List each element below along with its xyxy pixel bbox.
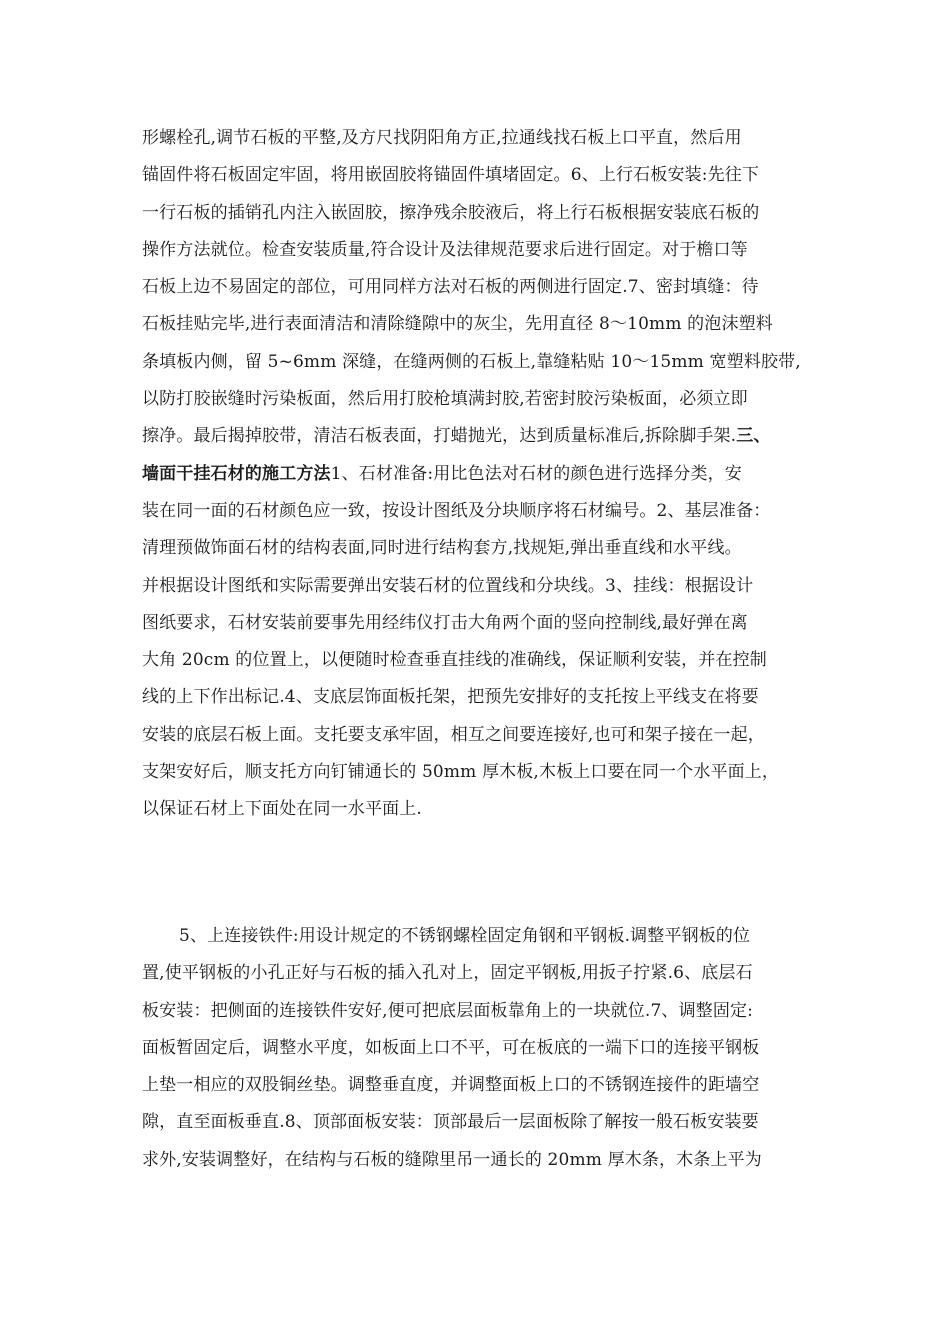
text-line: 以防打胶嵌缝时污染板面，然后用打胶枪填满封胶,若密封胶污染板面，必须立即 (142, 389, 748, 410)
text-line: 线的上下作出标记.4、支底层饰面板托架，把预先安排好的支托按上平线支在将要 (142, 687, 759, 708)
text-line: 装在同一面的石材颜色应一致，按设计图纸及分块顺序将石材编号。2、基层准备： (142, 500, 771, 521)
text-line: 图纸要求，石材安装前要事先用经纬仪打击大角两个面的竖向控制线,最好弹在离 (142, 612, 748, 633)
text-line: 置,使平钢板的小孔正好与石板的插入孔对上，固定平钢板,用扳子拧紧.6、底层石 (142, 963, 753, 984)
text-line: 5、上连接铁件:用设计规定的不锈钢螺栓固定角钢和平钢板.调整平钢板的位 (179, 926, 751, 946)
text-line: 锚固件将石板固定牢固，将用嵌固胶将锚固件填堵固定。6、上行石板安装:先往下 (142, 165, 760, 186)
text-line: 安装的底层石板上面。支托要支承牢固，相互之间要连接好,也可和架子接在一起， (142, 724, 765, 745)
text-run: 1、石材准备:用比色法对石材的颜色进行选择分类，安 (330, 463, 742, 484)
text-line: 条填板内侧，留 5~6mm 深缝，在缝两侧的石板上,靠缝粘贴 10～15mm 宽塑料胶带, (142, 351, 801, 372)
paragraph-2 (142, 918, 810, 1179)
text-line: 石板挂贴完毕,进行表面清洁和清除缝隙中的灰尘，先用直径 8～10mm 的泡沫塑料 (142, 314, 773, 335)
text-line: 支架安好后，顺支托方向钉铺通长的 50mm 厚木板,木板上口要在同一个水平面上， (142, 762, 780, 783)
text-line: 一行石板的插销孔内注入嵌固胶，擦净残余胶液后，将上行石板根据安装底石板的 (142, 202, 760, 223)
paragraph-1 (142, 120, 810, 829)
text-line: 操作方法就位。检查安装质量,符合设计及法律规范要求后进行固定。对于檐口等 (142, 239, 748, 260)
text-line: 求外,安装调整好，在结构与石板的缝隙里吊一通长的 20mm 厚木条，木条上平为 (142, 1149, 762, 1170)
text-line: 石板上边不易固定的部位，可用同样方法对石板的两侧进行固定.7、密封填缝：待 (142, 277, 759, 298)
text-line: 上垫一相应的双股铜丝垫。调整垂直度，并调整面板上口的不锈钢连接件的距墙空 (142, 1075, 760, 1096)
text-run: 擦净。最后揭掉胶带，清洁石板表面，打蜡抛光，达到质量标准后,拆除脚手架. (142, 426, 737, 447)
text-line (142, 418, 810, 455)
text-line: 大角 20cm 的位置上，以便随时检查垂直挂线的准确线，保证顺利安装，并在控制 (142, 650, 767, 671)
text-line: 隙，直至面板垂直.8、顶部面板安装：顶部最后一层面板除了解按一般石板安装要 (142, 1112, 759, 1133)
text-line: 面板暂固定后，调整水平度，如板面上口不平，可在板底的一端下口的连接平钢板 (142, 1037, 760, 1058)
section-heading-number: 三、 (736, 426, 771, 447)
text-line: 形螺栓孔,调节石板的平整,及方尺找阴阳角方正,拉通线找石板上口平直，然后用 (142, 128, 742, 148)
text-line: 板安装：把侧面的连接铁件安好,便可把底层面板靠角上的一块就位.7、调整固定: (142, 1000, 754, 1021)
text-line: 清理预做饰面石材的结构表面,同时进行结构套方,找规矩,弹出垂直线和水平线。 (142, 538, 742, 559)
text-line (142, 456, 810, 493)
text-line: 并根据设计图纸和实际需要弹出安装石材的位置线和分块线。3、挂线：根据设计 (142, 575, 754, 596)
section-heading: 墙面干挂石材的施工方法 (142, 463, 331, 484)
text-line: 以保证石材上下面处在同一水平面上. (142, 799, 422, 820)
